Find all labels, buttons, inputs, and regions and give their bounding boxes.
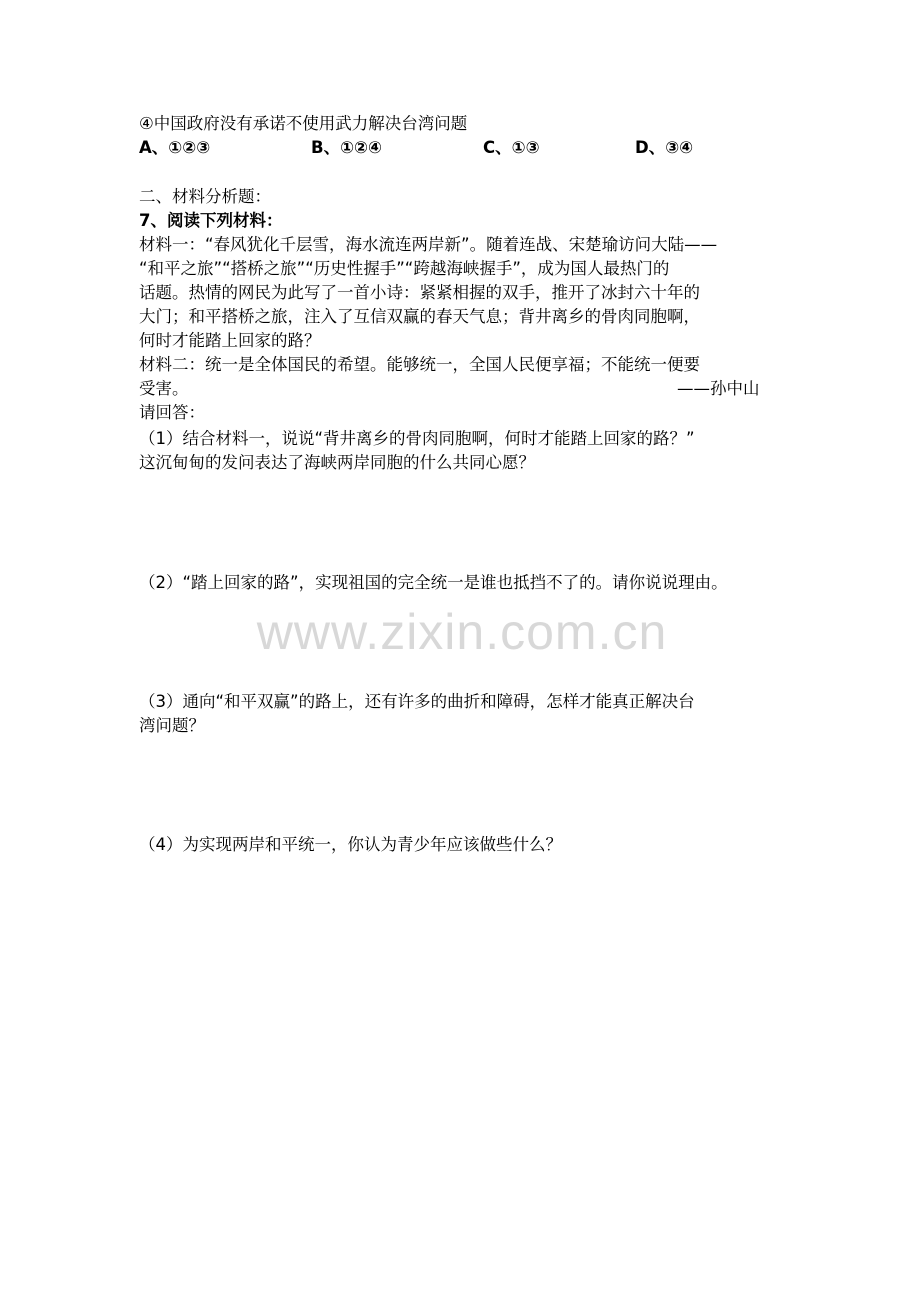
sub-question-3: （3）通向“和平双赢”的路上，还有许多的曲折和障碍，怎样才能真正解决台: [139, 692, 695, 711]
material-1-line: 材料一：“春风犹化千层雪，海水流连两岸新”。随着连战、宋楚瑜访问大陆——: [139, 235, 718, 254]
option-c: C、①③: [483, 138, 540, 157]
option-a: A、①②③: [139, 138, 211, 157]
section-heading: 二、材料分析题：: [139, 187, 271, 206]
sub-question-2: （2）“踏上回家的路”，实现祖国的完全统一是谁也抵挡不了的。请你说说理由。: [139, 573, 728, 592]
option-d: D、③④: [635, 138, 694, 157]
material-1-line: 话题。热情的网民为此写了一首小诗：紧紧相握的双手，推开了冰封六十年的: [139, 283, 700, 302]
material-1-line: 何时才能踏上回家的路？: [139, 331, 321, 350]
material-2-source: ——孙中山: [677, 379, 760, 398]
question-7-title: 7、阅读下列材料：: [139, 211, 283, 230]
material-2-line: 受害。: [139, 379, 189, 398]
material-1-line: 大门；和平搭桥之旅，注入了互信双赢的春天气息；背井离乡的骨肉同胞啊，: [139, 307, 700, 326]
material-1-line: “和平之旅”“搭桥之旅”“历史性握手”“跨越海峡握手”，成为国人最热门的: [139, 259, 670, 278]
sub-question-3: 湾问题？: [139, 716, 205, 735]
watermark: www.zixin.com.cn: [256, 604, 668, 660]
option-b: B、①②④: [311, 138, 382, 157]
sub-question-1: 这沉甸甸的发问表达了海峡两岸同胞的什么共同心愿？: [139, 453, 535, 472]
q6-item-4: ④中国政府没有承诺不使用武力解决台湾问题: [139, 114, 468, 133]
sub-question-4: （4）为实现两岸和平统一，你认为青少年应该做些什么？: [139, 835, 562, 854]
answer-prompt: 请回答：: [139, 403, 205, 422]
sub-question-1: （1）结合材料一，说说“背井离乡的骨肉同胞啊，何时才能踏上回家的路？”: [139, 429, 695, 448]
material-2-line: 材料二：统一是全体国民的希望。能够统一，全国人民便享福；不能统一便要: [139, 355, 700, 374]
